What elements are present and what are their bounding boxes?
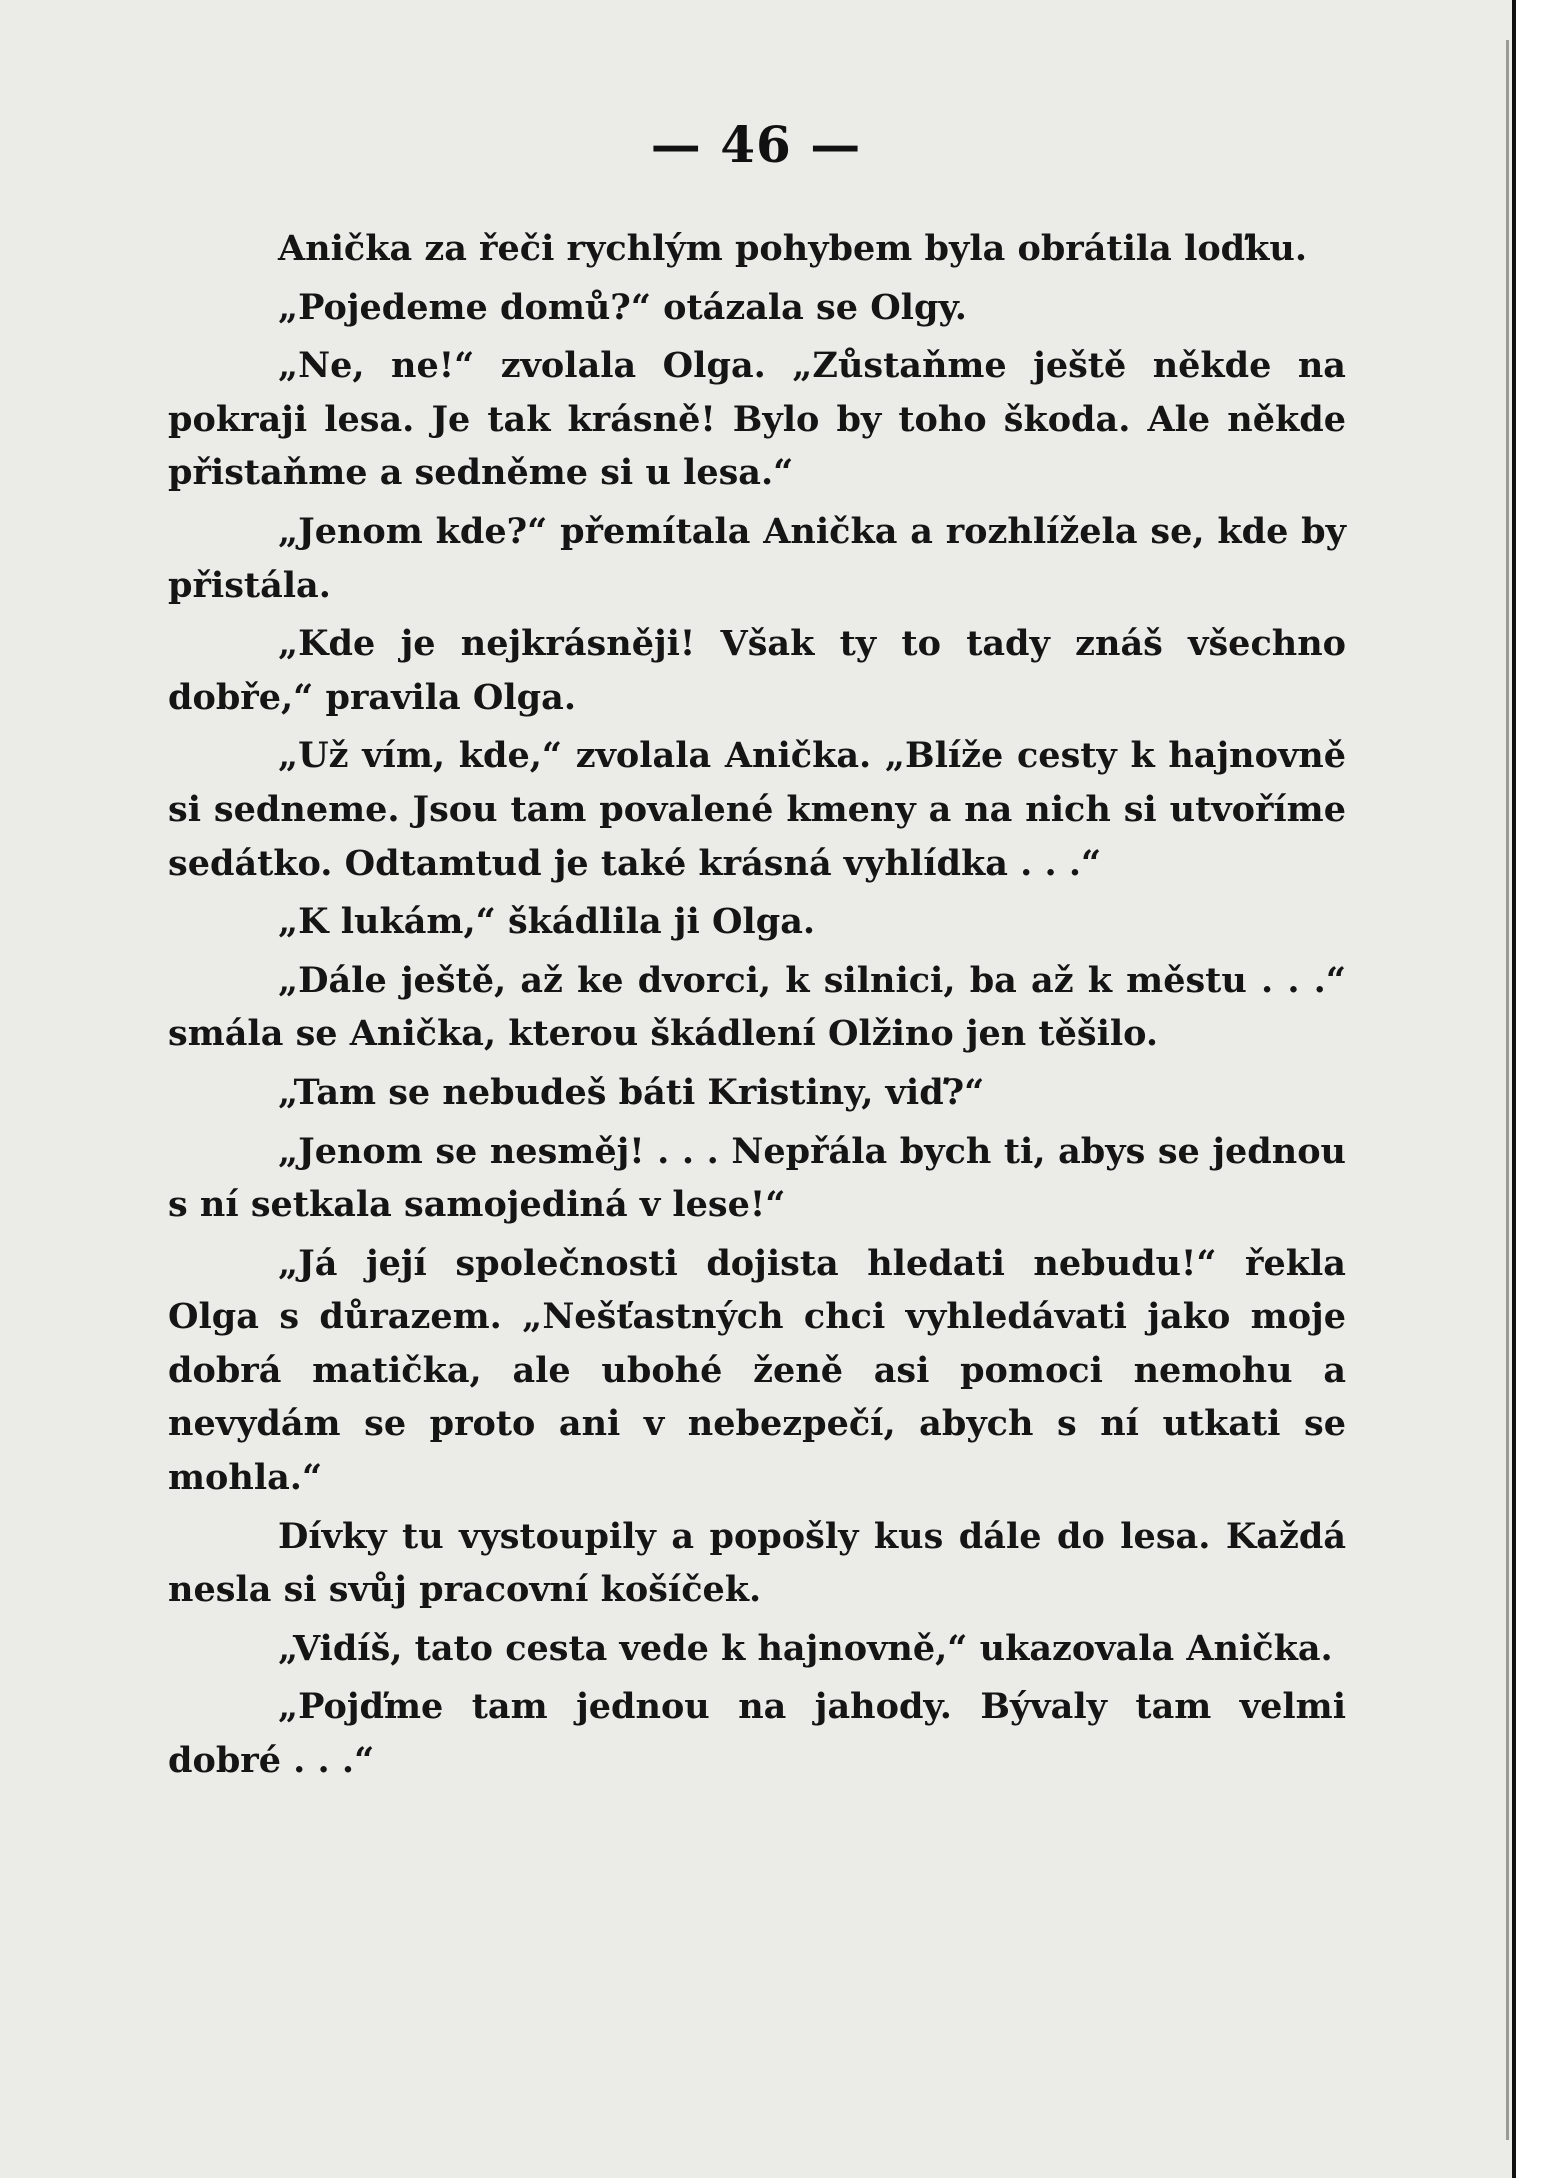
paragraph: „Pojďme tam jednou na jahody. Bývaly tam velmi dobré . . .“ <box>168 1686 1346 1782</box>
paragraph: Anička za řeči rychlým pohybem byla obrátila loďku. <box>278 228 1308 269</box>
paragraph: „Já její společnosti dojista hledati nebudu!“ řekla Olga s důrazem. „Nešťastných chci vyhledávati jako moje dobrá matička, ale ubohé ženě asi pomoci nemohu a nevydám se proto ani v nebezpečí, abych s ní utkati se mohla.“ <box>168 1242 1346 1499</box>
paragraph: „K lukám,“ škádlila ji Olga. <box>278 901 816 943</box>
page-number: — 46 — <box>650 115 862 174</box>
paragraph: „Ne, ne!“ zvolala Olga. „Zůstaňme ještě někde na pokraji lesa. Je tak krásně! Bylo by toho škoda. Ale někde přistaňme a sedněme si u lesa.“ <box>168 345 1346 494</box>
paragraph: „Dále ještě, až ke dvorci, k silnici, ba až k městu . . .“ smála se Anička, kterou škádlení Olžino jen těšilo. <box>168 959 1346 1055</box>
paragraph: „Jenom se nesměj! . . . Nepřála bych ti, abys se jednou s ní setkala samojediná v lese!“ <box>168 1130 1346 1226</box>
paragraph: „Pojedeme domů?“ otázala se Olgy. <box>278 286 967 328</box>
body-text <box>168 222 1346 1793</box>
paragraph: „Vidíš, tato cesta vede k hajnovně,“ ukazovala Anička. <box>278 1627 1333 1669</box>
paragraph: Dívky tu vystoupily a popošly kus dále do lesa. Každá nesla si svůj pracovní košíček. <box>168 1515 1346 1611</box>
paragraph: „Kde je nejkrásněji! Však ty to tady znáš všechno dobře,“ pravila Olga. <box>168 623 1346 718</box>
page-edge-shadow <box>1506 40 1509 2140</box>
paragraph: „Už vím, kde,“ zvolala Anička. „Blíže cesty k hajnovně si sedneme. Jsou tam povalené kmeny a na nich si utvoříme sedátko. Odtamtud je také krásná vyhlídka . . .“ <box>168 735 1346 884</box>
paragraph: „Tam se nebudeš báti Kristiny, viď?“ <box>278 1071 985 1113</box>
paragraph: „Jenom kde?“ přemítala Anička a rozhlížela se, kde by přistála. <box>168 510 1346 606</box>
